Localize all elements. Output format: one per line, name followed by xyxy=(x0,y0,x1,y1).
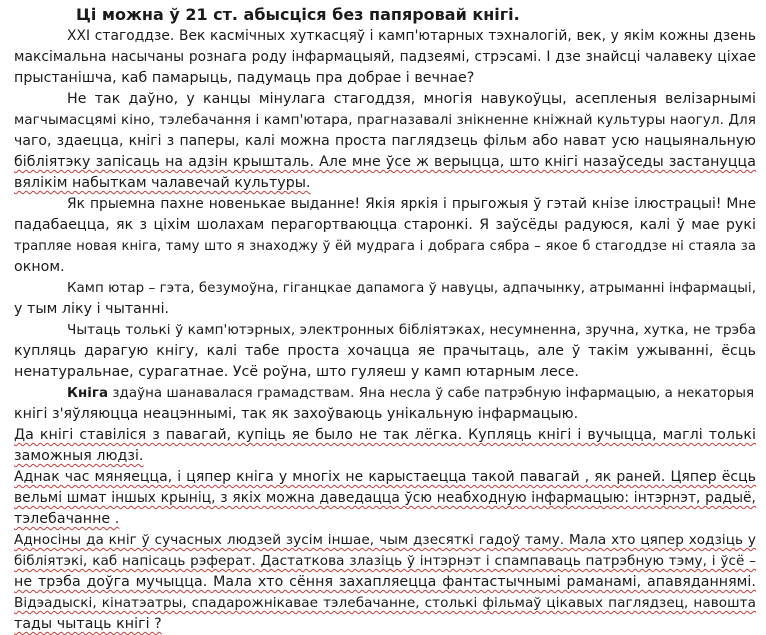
text-line: кнігі з'яўляюцца неацэннымі, так як захоўваюць унікальную інфармацыю. xyxy=(14,406,579,422)
text-line: вельмі шмат іншых крыніц, з якіх можна даведацца ўсю неабходную інфармацыю: інтэрнэт, радыё, xyxy=(14,490,756,506)
text-line: трапляе новая кніга, таму што я знаходжу ў ёй мудрага і добрага сябра – якое б стагоддзе ні стаяла за xyxy=(14,239,756,254)
text-line: максімальна насычаны рознага роду інфармацыяй, падзеямі, стрэсамі. І дзе знайсці чалавеку ціхае xyxy=(14,49,756,65)
text-line: окном. xyxy=(14,259,65,275)
text-line: Як прыемна пахне новенькае выданне! Якія яркія і прыгожыя ў гэтай кнізе ілюстрацыі! Мне xyxy=(67,196,756,212)
bold-word: Кніга xyxy=(67,386,109,401)
text-line: бібліятэку запісаць на адзін крышталь. Але мне ўсе ж верыцца, што кнігі назаўседы застануцца xyxy=(14,154,756,170)
text-line: чаго, здаецца, кнігі з паперы, калі можна проста паглядзець фільм або нават усю нацыянальную xyxy=(14,133,756,149)
text-line: падабаецца, як з ціхім шолахам перагортваюцца старонкі. Я заўсёды радуюся, калі ў мае рукі xyxy=(14,217,756,233)
text-line: Да кнігі ставіліся з павагай, купіць яе было не так лёгка. Купляць кнігі і вучыцца, маглі толькі xyxy=(14,427,756,443)
text-line: заможныя людзі. xyxy=(14,448,144,464)
text-line: Адносіны да кніг ў сучасных людзей зусім іншае, чым дзесяткі гадоў таму. Мала хто цяпер ходзіць у xyxy=(14,532,756,548)
text-line: Відэадыскі, кінатэатры, спадарожнікавае тэлебачанне, столькі фільмаў цікавых паглядзец, навошта xyxy=(14,595,756,611)
text-line: не трэба доўга мучыцца. Мала хто сёння захапляецца фантастычнымі раманамі, апавяданнямі. xyxy=(14,574,756,590)
text-line: магчымасцямі кіно, тэлебачання і камп'ютара, прагназавалі знікненне кніжнай культуры наогул. Для xyxy=(14,112,756,128)
text-line: тэлебачанне . xyxy=(14,511,120,527)
text-line: Камп ютар – гэта, безумоўна, гіганцкае дапамога ў навуцы, адпачынку, атрыманні інфармацыі, xyxy=(67,281,756,296)
text-line: тады чытаць кнігі ? xyxy=(14,616,162,632)
text-line: ненатуральнае, сурагатнае. Усё роўна, што гуляеш у камп ютарным лесе. xyxy=(14,364,579,380)
text-line: бібліятэкі, каб напісаць рэферат. Дастаткова злазіць ў інтэрнэт і спампаваць патрэбную тэму, і ўсё – xyxy=(14,553,756,569)
text-line: Аднак час мяняецца, і цяпер кніга у многіх не карыстаецца такой павагай , як раней. Цяпер ёсць xyxy=(14,469,756,485)
text-line xyxy=(14,383,756,404)
document-title: Ці можна ў 21 ст. абысціся без папяровай кнігі. xyxy=(76,5,520,24)
text-line: прыстанішча, каб памарыць, падумаць пра добрае і вечнае? xyxy=(14,70,475,86)
text-line: купляць дарагую кнігу, калі табе проста хочацца яе прачытаць, але ў такім ужыванні, ёсць xyxy=(14,343,756,359)
text-line: у тым ліку і чытанні. xyxy=(14,301,170,317)
text-line: Чытаць толькі ў камп'ютэрных, электронных бібліятэках, несумненна, зручна, хутка, не трэба xyxy=(67,322,756,338)
text-line: Не так даўно, у канцы мінулага стагоддзя, многія навукоўцы, асепленыя велізарнымі xyxy=(67,91,756,107)
text-span: здаўна шанавалася грамадствам. Яна несла ў сабе патрэбную інфармацыю, а некаторыя xyxy=(108,386,755,401)
text-line: вялікім набыткам чалавечай культуры. xyxy=(14,175,311,191)
text-line: XXI стагоддзе. Век касмічных хуткасцяў і камп'ютарных тэхналогій, век, у якім кожны дзень xyxy=(67,28,756,44)
